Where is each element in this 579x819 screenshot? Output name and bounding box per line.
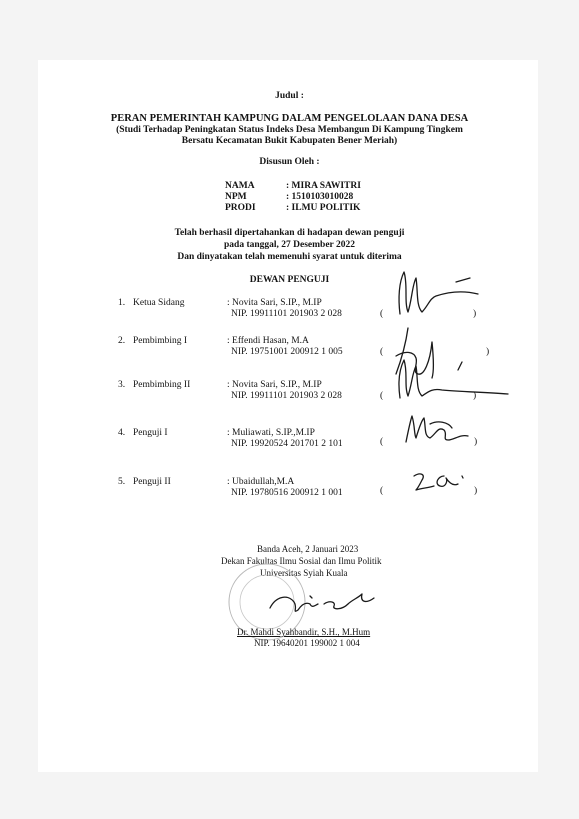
thesis-subtitle-line1: (Studi Terhadap Peningkatan Status Indeks Desa Membangun Di Kampung Tingkem [116, 125, 463, 135]
signature-close-paren: ) [474, 437, 478, 447]
name-value: : MIRA SAWITRI [286, 181, 361, 191]
name-label: NAMA [225, 181, 255, 191]
statement-line1: Telah berhasil dipertahankan di hadapan dewan penguji [174, 228, 405, 238]
member-role: Penguji I [133, 428, 168, 438]
member-role: Ketua Sidang [133, 298, 185, 308]
signature-close-paren: ) [473, 309, 477, 319]
member-name: : Ubaidullah,M.A [227, 477, 295, 487]
member-role: Penguji II [133, 477, 171, 487]
member-nip: NIP. 19911101 201903 2 028 [231, 309, 342, 319]
member-name: : Effendi Hasan, M.A [227, 336, 309, 346]
signature-pembimbing-2 [392, 356, 512, 402]
member-number: 4. [118, 428, 126, 438]
author-heading: Disusun Oleh : [259, 157, 320, 167]
dean-signature [262, 574, 382, 620]
member-name: : Muliawati, S.IP.,M.IP [227, 428, 315, 438]
member-name: : Novita Sari, S.IP., M.IP [227, 380, 322, 390]
member-number: 1. [118, 298, 126, 308]
approval-place-date: Banda Aceh, 2 Januari 2023 [257, 544, 359, 554]
signature-close-paren: ) [474, 486, 478, 496]
member-nip: NIP. 19751001 200912 1 005 [231, 347, 343, 357]
member-nip: NIP. 19780516 200912 1 001 [231, 488, 343, 498]
dean-position-line2: Universitas Syiah Kuala [260, 568, 348, 578]
signature-open-paren: ( [380, 437, 384, 447]
judul-label: Judul : [275, 91, 304, 101]
signature-close-paren: ) [473, 391, 477, 401]
statement-line2: pada tanggal, 27 Desember 2022 [224, 240, 355, 250]
npm-value: : 1510103010028 [286, 192, 354, 202]
signature-penguji-2 [410, 470, 466, 494]
dean-name: Dr. Mahdi Syahbandir, S.H., M.Hum [237, 627, 371, 637]
prodi-value: : ILMU POLITIK [286, 203, 361, 213]
signature-open-paren: ( [380, 486, 384, 496]
signature-open-paren: ( [380, 391, 384, 401]
signature-open-paren: ( [380, 347, 384, 357]
member-number: 5. [118, 477, 126, 487]
dean-position-line1: Dekan Fakultas Ilmu Sosial dan Ilmu Politik [221, 556, 382, 566]
member-name: : Novita Sari, S.IP., M.IP [227, 298, 322, 308]
member-number: 3. [118, 380, 126, 390]
member-nip: NIP. 19911101 201903 2 028 [231, 391, 342, 401]
member-nip: NIP. 19920524 201701 2 101 [231, 439, 343, 449]
signature-ketua-sidang [392, 268, 484, 318]
dean-nip: NIP. 19640201 199002 1 004 [254, 638, 360, 648]
signature-open-paren: ( [380, 309, 384, 319]
member-role: Pembimbing II [133, 380, 191, 390]
npm-label: NPM [225, 192, 247, 202]
signature-penguji-1 [400, 412, 472, 446]
board-heading: DEWAN PENGUJI [249, 275, 330, 285]
statement-line3: Dan dinyatakan telah memenuhi syarat untuk diterima [177, 252, 402, 262]
thesis-title: PERAN PEMERINTAH KAMPUNG DALAM PENGELOLAAN DANA DESA [110, 113, 469, 124]
thesis-subtitle-line2: Bersatu Kecamatan Bukit Kabupaten Bener Meriah) [181, 136, 398, 146]
member-number: 2. [118, 336, 126, 346]
member-role: Pembimbing I [133, 336, 188, 346]
prodi-label: PRODI [225, 203, 256, 213]
signature-close-paren: ) [486, 347, 490, 357]
